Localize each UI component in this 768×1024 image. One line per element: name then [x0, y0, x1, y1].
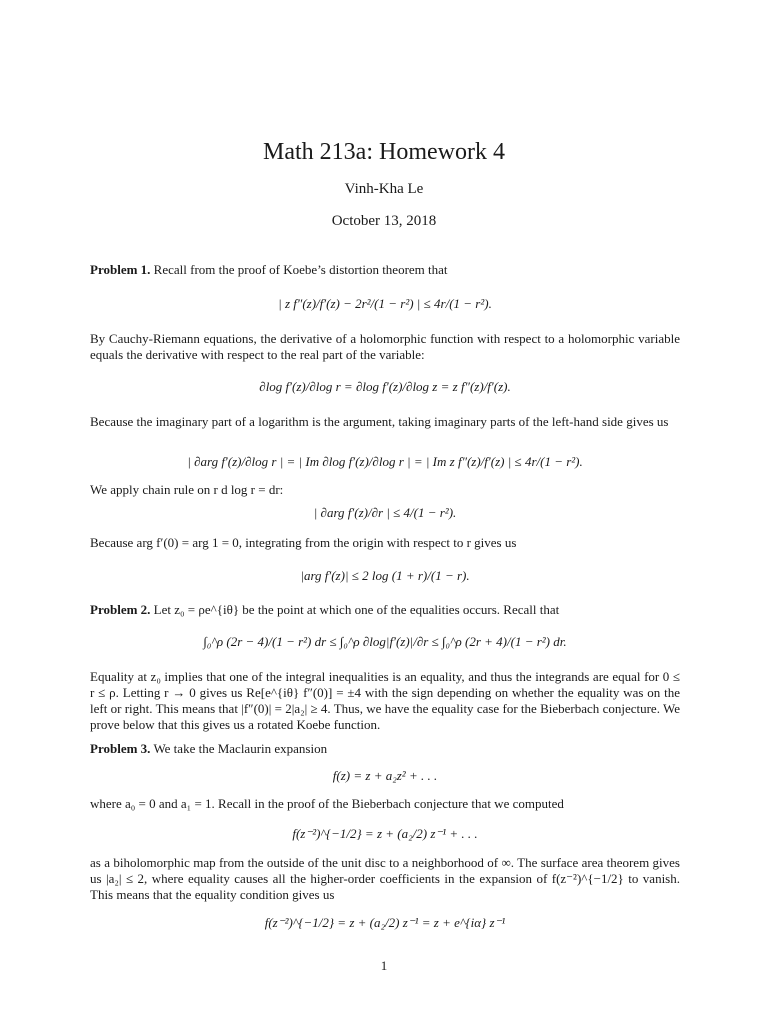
problem2-label: Problem 2.	[90, 602, 151, 617]
problem3-paragraph-2: where a₀ = 0 and a₁ = 1. Recall in the proof of the Bieberbach conjecture that we computed	[90, 796, 564, 811]
problem1-paragraph-3: Because the imaginary part of a logarithm is the argument, taking imaginary parts of the left-hand side gives us	[90, 414, 669, 429]
problem3-label: Problem 3.	[90, 741, 151, 756]
problem1-label: Problem 1.	[90, 262, 151, 277]
problem1-intro: Recall from the proof of Koebe’s distortion theorem that	[153, 262, 448, 277]
problem1-equation-2: ∂log f′(z)/∂log r = ∂log f′(z)/∂log z = z f″(z)/f′(z).	[259, 379, 511, 394]
problem1-equation-4: | ∂arg f′(z)/∂r | ≤ 4/(1 − r²).	[313, 505, 457, 520]
problem1-paragraph-4: We apply chain rule on r d log r = dr:	[90, 482, 284, 497]
problem1-paragraph-2: By Cauchy-Riemann equations, the derivative of a holomorphic function with respect to a holomorphic variable equals the derivative with respect to the real part of the variable:	[90, 331, 680, 362]
document-title: Math 213a: Homework 4	[263, 139, 505, 165]
problem3-intro: We take the Maclaurin expansion	[153, 741, 328, 756]
problem3-intro-paragraph	[90, 741, 680, 757]
problem1-intro-paragraph	[90, 262, 680, 278]
problem3-paragraph-3: as a biholomorphic map from the outside of the unit disc to a neighborhood of ∞. The surface area theorem gives us |a₂| ≤ 2, where equality causes all the higher-order coefficients in the expansion of f(z⁻²)^{−1/2} to vanish. This means that the equality condition gives us	[90, 855, 680, 902]
page-number: 1	[380, 958, 388, 973]
problem3-equation-1: f(z) = z + a₂z² + . . .	[332, 768, 438, 783]
problem1-paragraph-5: Because arg f′(0) = arg 1 = 0, integrating from the origin with respect to r gives us	[90, 535, 517, 550]
problem3-equation-2: f(z⁻²)^{−1/2} = z + (a₂/2) z⁻¹ + . . .	[292, 826, 478, 841]
problem1-equation-3: | ∂arg f′(z)/∂log r | = | Im ∂log f′(z)/∂log r | = | Im z f″(z)/f′(z) | ≤ 4r/(1 − r²).	[187, 454, 583, 469]
problem3-equation-3: f(z⁻²)^{−1/2} = z + (a₂/2) z⁻¹ = z + e^{iα} z⁻¹	[264, 915, 506, 930]
problem1-equation-5: |arg f′(z)| ≤ 2 log (1 + r)/(1 − r).	[300, 568, 470, 583]
problem2-paragraph-2: Equality at z₀ implies that one of the integral inequalities is an equality, and thus the integrands are equal for 0 ≤ r ≤ ρ. Letting r → 0 gives us Re[e^{iθ} f″(0)] = ±4 with the sign depending on whether the equality was on the left or right. This means that |f″(0)| = 2|a₂| ≥ 4. Thus, we have the equality case for the Bieberbach conjecture. We prove below that this gives us a rotated Koebe function.	[90, 669, 680, 732]
problem1-equation-1: | z f″(z)/f′(z) − 2r²/(1 − r²) | ≤ 4r/(1 − r²).	[278, 296, 492, 311]
document-author: Vinh-Kha Le	[344, 181, 424, 197]
problem2-intro-paragraph	[90, 602, 680, 618]
problem2-intro: Let z₀ = ρe^{iθ} be the point at which one of the equalities occurs. Recall that	[153, 602, 560, 617]
problem2-equation-1: ∫₀^ρ (2r − 4)/(1 − r²) dr ≤ ∫₀^ρ ∂log|f′(z)|/∂r ≤ ∫₀^ρ (2r + 4)/(1 − r²) dr.	[203, 634, 567, 649]
document-date: October 13, 2018	[331, 213, 437, 229]
